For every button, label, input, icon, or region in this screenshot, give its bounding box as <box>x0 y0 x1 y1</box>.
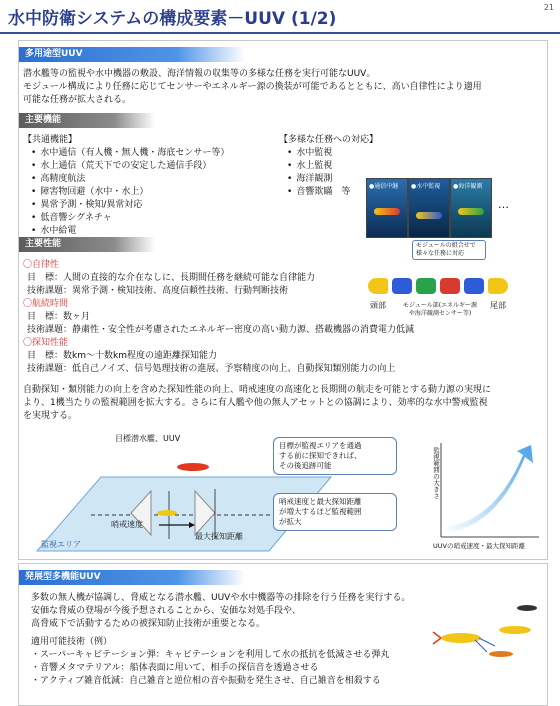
tail-label: 尾部 <box>490 301 506 310</box>
common-functions-list <box>31 147 229 238</box>
perf-title-autonomy: 〇自律性 <box>23 260 60 270</box>
graph-y-label: 監視範囲の大きさ <box>432 447 440 499</box>
mission-panel-surveillance <box>408 178 450 238</box>
advanced-line-3: 高脅威下で活動するための被探知防止技術が重要となる。 <box>31 619 266 629</box>
more-ellipsis: … <box>498 198 509 211</box>
patrol-area-label: 監視エリア <box>41 540 81 549</box>
graph-x-label: UUVの哨戒速度・最大探知距離 <box>433 542 525 550</box>
list-item: • 低音響シグネチャ <box>31 212 229 225</box>
summary-line-2: より、1機当たりの監視範囲を拡大する。さらに有人艦や他の無人アセットとの協調により、効率的な水中警戒監視 <box>23 398 488 408</box>
tail-module <box>488 278 508 294</box>
callout-coverage <box>273 493 397 531</box>
advanced-line-2: 安価な脅威の登場が今後予想されることから、安価な対処手段や、 <box>31 606 301 616</box>
list-item: • 水上通信（荒天下での安定した通信手段） <box>31 160 229 173</box>
page-number: 21 <box>543 3 554 12</box>
list-item: • 水中給電 <box>31 225 229 238</box>
patrol-diagram <box>19 429 547 557</box>
applicable-tech-item: ・アクティブ雑音低減：自己雑音と逆位相の音や振動を発生させ、自己雑音を相殺する <box>31 676 381 686</box>
mission-label-observation: ●海洋観測 <box>453 183 483 190</box>
tasks-title: 【多様な任務への対応】 <box>279 135 379 145</box>
perf-tech-autonomy: 異常予測・検知技術、高度信頼性技術、行動判断技術 <box>72 286 289 296</box>
section-heading-multi-purpose: 多用途型UUV <box>19 47 245 62</box>
tech-label: 技術課題： <box>27 325 73 335</box>
tasks-list <box>287 147 350 199</box>
goal-label: 目 標： <box>27 273 64 283</box>
perf-goal-autonomy: 人間の直接的な介在なしに、長期間任務を継続可能な自律能力 <box>63 273 316 283</box>
uuv-icon <box>416 212 442 219</box>
module-block <box>392 278 412 294</box>
module-figure <box>366 178 546 333</box>
tech-label: 技術課題： <box>27 364 73 374</box>
multi-purpose-line-2: モジュール構成により任務に応じてセンサーやエネルギー源の換装が可能であるとともに、高い自律性により適用 <box>23 82 482 92</box>
goal-label: 目 標： <box>27 312 64 322</box>
head-label: 頭部 <box>370 301 386 310</box>
applicable-tech-item: ・音響メタマテリアル：船体表面に用いて、相手の探信音を透過させる <box>31 663 319 673</box>
uuv-icon <box>458 208 484 215</box>
mission-label-relay: ●通信中継 <box>369 183 399 190</box>
module-block <box>440 278 460 294</box>
perf-goal-endurance: 数ヶ月 <box>63 312 91 322</box>
callout-coverage-line: が拡大 <box>279 517 302 526</box>
summary-line-1: 自動探知・類別能力の向上を含めた探知性能の向上、哨戒速度の高速化と長期間の航走を可能とする動力源の実現に <box>23 385 492 395</box>
callout-tracking-line: その後追跡可能 <box>279 461 332 470</box>
list-item: • 障害物回避（水中・水上） <box>31 186 229 199</box>
patrol-speed-label: 哨戒速度 <box>111 520 143 529</box>
section-heading-functions: 主要機能 <box>19 113 155 128</box>
advanced-uuv-card <box>18 563 548 706</box>
section-heading-performance: 主要性能 <box>19 237 155 252</box>
max-range-label: 最大探知距離 <box>195 532 243 541</box>
callout-coverage-line: が増大するほど監視範囲 <box>279 507 362 516</box>
uuv-icon <box>374 208 400 215</box>
module-label: モジュール部(エネルギー源や海洋観測センサー等) <box>402 302 478 317</box>
perf-tech-detection: 低自己ノイズ、信号処理技術の進展、予察精度の向上、自動探知類別能力の向上 <box>72 364 396 374</box>
list-item: • 音響欺瞞 等 <box>287 186 350 199</box>
list-item: • 水上監視 <box>287 160 350 173</box>
page-title: 水中防衛システムの構成要素－UUV (1/2) <box>8 9 337 29</box>
multi-purpose-line-3: 可能な任務が拡大される。 <box>23 95 132 105</box>
coverage-graph <box>427 437 543 549</box>
common-functions-title: 【共通機能】 <box>23 135 78 145</box>
head-module <box>368 278 388 294</box>
perf-title-detection: 〇探知性能 <box>23 338 69 348</box>
callout-coverage-line: 哨戒速度と最大探知距離 <box>279 497 362 506</box>
applicable-tech-title: 適用可能技術（例） <box>31 637 113 647</box>
list-item: • 水中監視 <box>287 147 350 160</box>
title-divider <box>0 32 560 34</box>
tech-label: 技術課題： <box>27 286 73 296</box>
target-label: 目標潜水艦、UUV <box>115 434 181 443</box>
applicable-tech-item: ・スーパーキャビテーション弾：キャビテーションを利用して水の抵抗を低減させる弾丸 <box>31 650 390 660</box>
multi-uuv-illustration <box>431 594 543 668</box>
perf-tech-endurance: 静粛性・安全性が考慮されたエネルギー密度の高い動力源、搭載機器の消費電力低減 <box>72 325 415 335</box>
multi-purpose-uuv-card <box>18 40 548 560</box>
callout-tracking <box>273 437 397 475</box>
section-heading-advanced: 発展型多機能UUV <box>19 570 245 585</box>
callout-tracking-line: 目標が監視エリアを通過 <box>279 441 362 450</box>
perf-goal-detection: 数km～十数km程度の遠距離探知能力 <box>63 351 217 361</box>
callout-tracking-line: する前に探知できれば、 <box>279 451 362 460</box>
module-block <box>464 278 484 294</box>
multi-purpose-line-1: 潜水艦等の監視や水中機器の敷設、海洋情報の収集等の多様な任務を実行可能なUUV。 <box>23 69 376 79</box>
perf-title-endurance: 〇航続時間 <box>23 299 69 309</box>
list-item: • 異常予測・検知/異常対応 <box>31 199 229 212</box>
list-item: • 海洋観測 <box>287 173 350 186</box>
mission-label-surveillance: ●水中監視 <box>411 183 441 190</box>
advanced-line-1: 多数の無人機が協調し、脅威となる潜水艦、UUVや水中機器等の排除を行う任務を実行する。 <box>31 593 411 603</box>
summary-line-3: を実現する。 <box>23 411 78 421</box>
module-callout: モジュールの組合せで様々な任務に対応 <box>412 240 486 260</box>
list-item: • 高精度航法 <box>31 173 229 186</box>
goal-label: 目 標： <box>27 351 64 361</box>
module-block <box>416 278 436 294</box>
list-item: • 水中通信（有人機・無人機・海底センサー等） <box>31 147 229 160</box>
